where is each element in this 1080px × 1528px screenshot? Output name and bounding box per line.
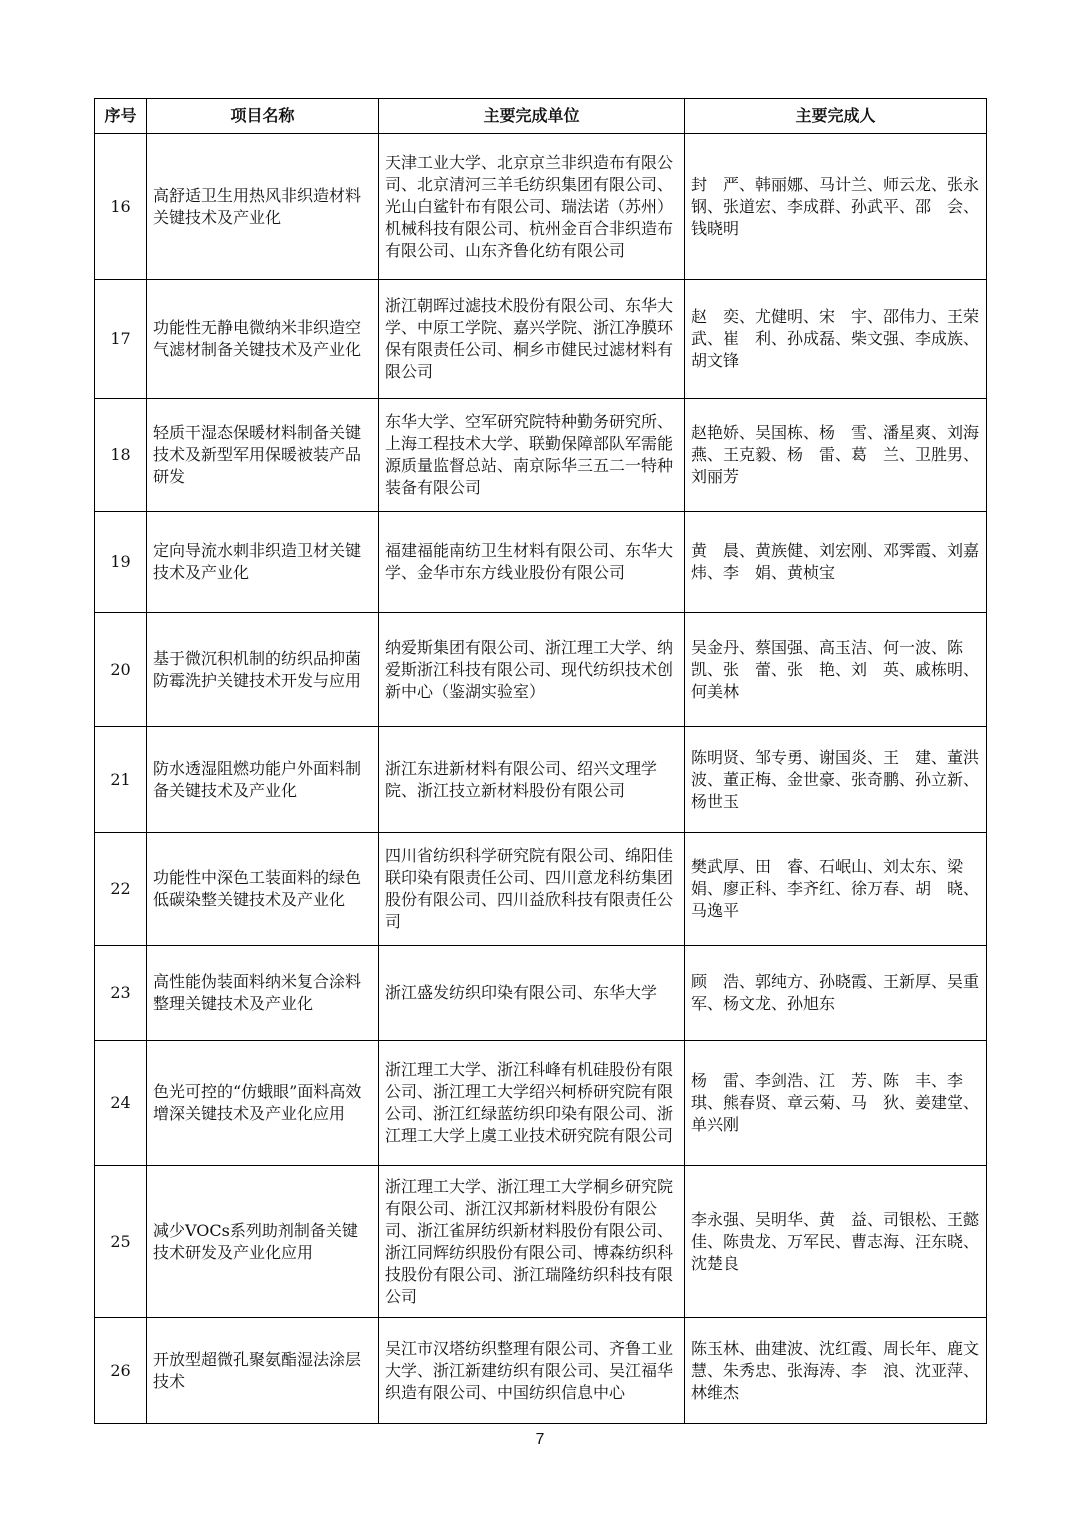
table-row bbox=[95, 946, 987, 1041]
table-row bbox=[95, 512, 987, 613]
completing-people: 黄 晨、黄族健、刘宏刚、邓霁霞、刘嘉炜、李 娟、黄桢宝 bbox=[685, 512, 987, 613]
completing-people: 陈玉林、曲建波、沈红霞、周长年、鹿文慧、朱秀忠、张海涛、李 浪、沈亚萍、林维杰 bbox=[685, 1318, 987, 1424]
completing-units: 浙江理工大学、浙江科峰有机硅股份有限公司、浙江理工大学绍兴柯桥研究院有限公司、浙江红绿蓝纺织印染有限公司、浙江理工大学上虞工业技术研究院有限公司 bbox=[379, 1041, 685, 1166]
page-number: 7 bbox=[535, 1431, 545, 1448]
completing-units: 浙江东进新材料有限公司、绍兴文理学院、浙江技立新材料股份有限公司 bbox=[379, 727, 685, 833]
completing-units: 浙江盛发纺织印染有限公司、东华大学 bbox=[379, 946, 685, 1041]
project-name: 功能性无静电微纳米非织造空气滤材制备关键技术及产业化 bbox=[147, 280, 379, 399]
table-row bbox=[95, 280, 987, 399]
table-row bbox=[95, 613, 987, 727]
header-completing-people: 主要完成人 bbox=[685, 99, 987, 134]
completing-people: 赵艳娇、吴国栋、杨 雪、潘星爽、刘海燕、王克毅、杨 雷、葛 兰、卫胜男、刘丽芳 bbox=[685, 399, 987, 512]
completing-units: 天津工业大学、北京京兰非织造布有限公司、北京清河三羊毛纺织集团有限公司、光山白鲨针布有限公司、瑞法诺（苏州）机械科技有限公司、杭州金百合非织造布有限公司、山东齐鲁化纺有限公司 bbox=[379, 134, 685, 280]
project-name: 高性能伪装面料纳米复合涂料整理关键技术及产业化 bbox=[147, 946, 379, 1041]
completing-people: 赵 奕、尤健明、宋 宇、邵伟力、王荣武、崔 利、孙成磊、柴文强、李成族、胡文锋 bbox=[685, 280, 987, 399]
project-name: 减少VOCs系列助剂制备关键技术研发及产业化应用 bbox=[147, 1166, 379, 1318]
header-seq-no: 序号 bbox=[95, 99, 147, 134]
completing-units: 吴江市汉塔纺织整理有限公司、齐鲁工业大学、浙江新建纺织有限公司、吴江福华织造有限公司、中国纺织信息中心 bbox=[379, 1318, 685, 1424]
completing-people: 顾 浩、郭纯方、孙晓霞、王新厚、吴重军、杨文龙、孙旭东 bbox=[685, 946, 987, 1041]
row-number: 17 bbox=[95, 280, 147, 399]
completing-people: 陈明贤、邹专勇、谢国炎、王 建、董洪波、董正梅、金世豪、张奇鹏、孙立新、杨世玉 bbox=[685, 727, 987, 833]
row-number: 24 bbox=[95, 1041, 147, 1166]
completing-people: 李永强、吴明华、黄 益、司银松、王懿佳、陈贵龙、万军民、曹志海、汪东晓、沈楚良 bbox=[685, 1166, 987, 1318]
row-number: 20 bbox=[95, 613, 147, 727]
row-number: 16 bbox=[95, 134, 147, 280]
completing-people: 樊武厚、田 睿、石岷山、刘太东、梁 娟、廖正科、李齐红、徐万春、胡 晓、马逸平 bbox=[685, 833, 987, 946]
completing-units: 东华大学、空军研究院特种勤务研究所、上海工程技术大学、联勤保障部队军需能源质量监督总站、南京际华三五二一特种装备有限公司 bbox=[379, 399, 685, 512]
completing-units: 浙江朝晖过滤技术股份有限公司、东华大学、中原工学院、嘉兴学院、浙江净膜环保有限责任公司、桐乡市健民过滤材料有限公司 bbox=[379, 280, 685, 399]
row-number: 22 bbox=[95, 833, 147, 946]
header-completing-units: 主要完成单位 bbox=[379, 99, 685, 134]
completing-units: 浙江理工大学、浙江理工大学桐乡研究院有限公司、浙江汉邦新材料股份有限公司、浙江雀屏纺织新材料股份有限公司、浙江同辉纺织股份有限公司、博森纺织科技股份有限公司、浙江瑞隆纺织科技有限公司 bbox=[379, 1166, 685, 1318]
completing-units: 纳爱斯集团有限公司、浙江理工大学、纳爱斯浙江科技有限公司、现代纺织技术创新中心（鉴湖实验室） bbox=[379, 613, 685, 727]
table-row bbox=[95, 1166, 987, 1318]
completing-people: 封 严、韩丽娜、马计兰、师云龙、张永钢、张道宏、李成群、孙武平、邵 会、钱晓明 bbox=[685, 134, 987, 280]
project-name: 高舒适卫生用热风非织造材料关键技术及产业化 bbox=[147, 134, 379, 280]
row-number: 25 bbox=[95, 1166, 147, 1318]
row-number: 23 bbox=[95, 946, 147, 1041]
row-number: 19 bbox=[95, 512, 147, 613]
project-name: 防水透湿阻燃功能户外面料制备关键技术及产业化 bbox=[147, 727, 379, 833]
table-row bbox=[95, 134, 987, 280]
row-number: 21 bbox=[95, 727, 147, 833]
completing-units: 福建福能南纺卫生材料有限公司、东华大学、金华市东方线业股份有限公司 bbox=[379, 512, 685, 613]
table-row bbox=[95, 1318, 987, 1424]
project-name: 轻质干湿态保暖材料制备关键技术及新型军用保暖被装产品研发 bbox=[147, 399, 379, 512]
table-header-row bbox=[95, 99, 987, 134]
project-name: 色光可控的“仿蛾眼”面料高效增深关键技术及产业化应用 bbox=[147, 1041, 379, 1166]
completing-people: 杨 雷、李剑浩、江 芳、陈 丰、李 琪、熊春贤、章云菊、马 狄、姜建堂、单兴刚 bbox=[685, 1041, 987, 1166]
table-row bbox=[95, 833, 987, 946]
row-number: 18 bbox=[95, 399, 147, 512]
table-row bbox=[95, 1041, 987, 1166]
project-name: 定向导流水刺非织造卫材关键技术及产业化 bbox=[147, 512, 379, 613]
project-name: 基于微沉积机制的纺织品抑菌防霉洗护关键技术开发与应用 bbox=[147, 613, 379, 727]
table-row bbox=[95, 727, 987, 833]
row-number: 26 bbox=[95, 1318, 147, 1424]
header-project-name: 项目名称 bbox=[147, 99, 379, 134]
table-row bbox=[95, 399, 987, 512]
award-table bbox=[94, 98, 987, 1424]
project-name: 功能性中深色工装面料的绿色低碳染整关键技术及产业化 bbox=[147, 833, 379, 946]
project-name: 开放型超微孔聚氨酯湿法涂层技术 bbox=[147, 1318, 379, 1424]
completing-units: 四川省纺织科学研究院有限公司、绵阳佳联印染有限责任公司、四川意龙科纺集团股份有限公司、四川益欣科技有限责任公司 bbox=[379, 833, 685, 946]
completing-people: 吴金丹、蔡国强、高玉洁、何一波、陈 凯、张 蕾、张 艳、刘 英、戚栋明、何美林 bbox=[685, 613, 987, 727]
